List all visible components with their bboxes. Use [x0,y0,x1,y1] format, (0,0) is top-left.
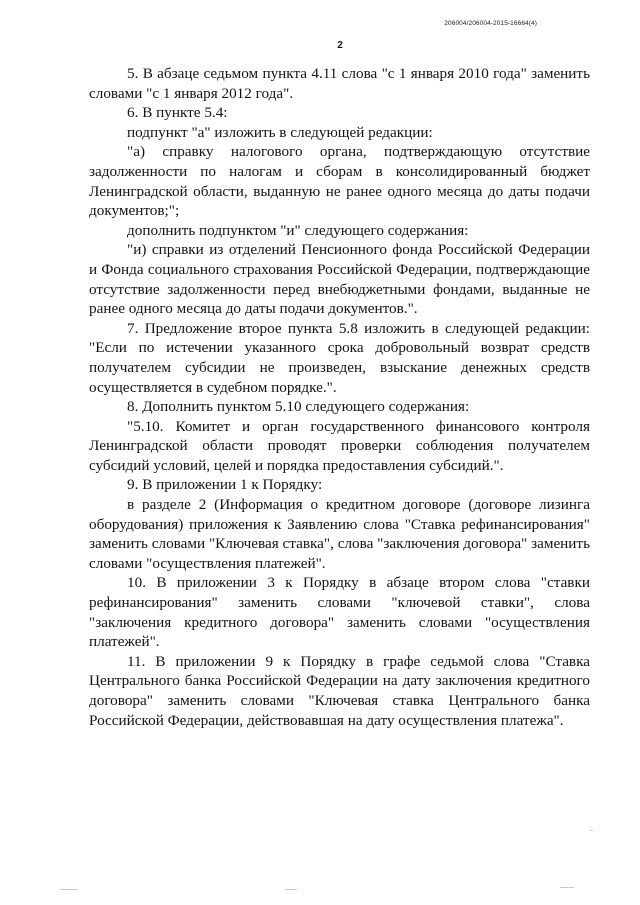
page-number: 2 [337,40,343,51]
scan-speck [590,830,593,831]
scan-speck [285,889,297,890]
paragraph-subitem-i-text: "и) справки из отделений Пенсионного фонда Российской Федерации и Фонда социального страхования Российской Федерации, подтверждающие отсутствие задолженности перед внебюджетными фондами, выданные не ранее одного месяца до даты подачи документов.". [89,241,590,318]
paragraph-item-10: 10. В приложении 3 к Порядку в абзаце втором слова "ставки рефинансирования" заменить словами "ключевой ставки", слова "заключения кредитного договора" заменить словами "осуществления платежей". [89,574,590,651]
document-id: 206004/206004-2015-16664(4) [444,20,537,27]
paragraph-item-7: 7. Предложение второе пункта 5.8 изложить в следующей редакции: "Если по истечении указанного срока добровольный возврат средств получателем субсидии не произведен, взыскание денежных средств осуществляется в судебном порядке.". [89,319,590,396]
paragraph-item-9-text: в разделе 2 (Информация о кредитном договоре (договоре лизинга оборудования) приложения к Заявлению слова "Ставка рефинансирования" заменить словами "Ключевая ставка", слова "заключения договора" заменить словами "осуществления платежей". [89,496,590,572]
paragraph-item-5: 5. В абзаце седьмом пункта 4.11 слова "с 1 января 2010 года" заменить словами "с 1 января 2012 года". [89,65,590,102]
paragraph-item-9: 9. В приложении 1 к Порядку: [127,476,323,494]
paragraph-item-6: 6. В пункте 5.4: [127,104,228,122]
paragraph-subitem-a-text: "а) справку налогового органа, подтверждающую отсутствие задолженности по налогам и сборам в консолидированный бюджет Ленинградской области, выданную не ранее одного месяца до даты подачи документов;"; [89,143,590,220]
paragraph-item-11: 11. В приложении 9 к Порядку в графе седьмой слова "Ставка Центрального банка Российской Федерации на дату заключения кредитного договора" заменить словами "Ключевая ставка Центрального банка Российской Федерации, действовавшая на дату осуществления платежа". [89,652,590,729]
document-body [89,64,590,730]
paragraph-subitem-a-intro: подпункт "а" изложить в следующей редакции: [127,123,433,141]
paragraph-subitem-i-intro: дополнить подпунктом "и" следующего содержания: [127,221,469,239]
scan-speck [560,887,574,888]
paragraph-item-8: 8. Дополнить пунктом 5.10 следующего содержания: [127,398,470,416]
paragraph-item-8-text: "5.10. Комитет и орган государственного финансового контроля Ленинградской области проводят проверки соблюдения получателем субсидий условий, целей и порядка предоставления субсидий.". [89,417,590,474]
scan-speck [60,889,78,890]
